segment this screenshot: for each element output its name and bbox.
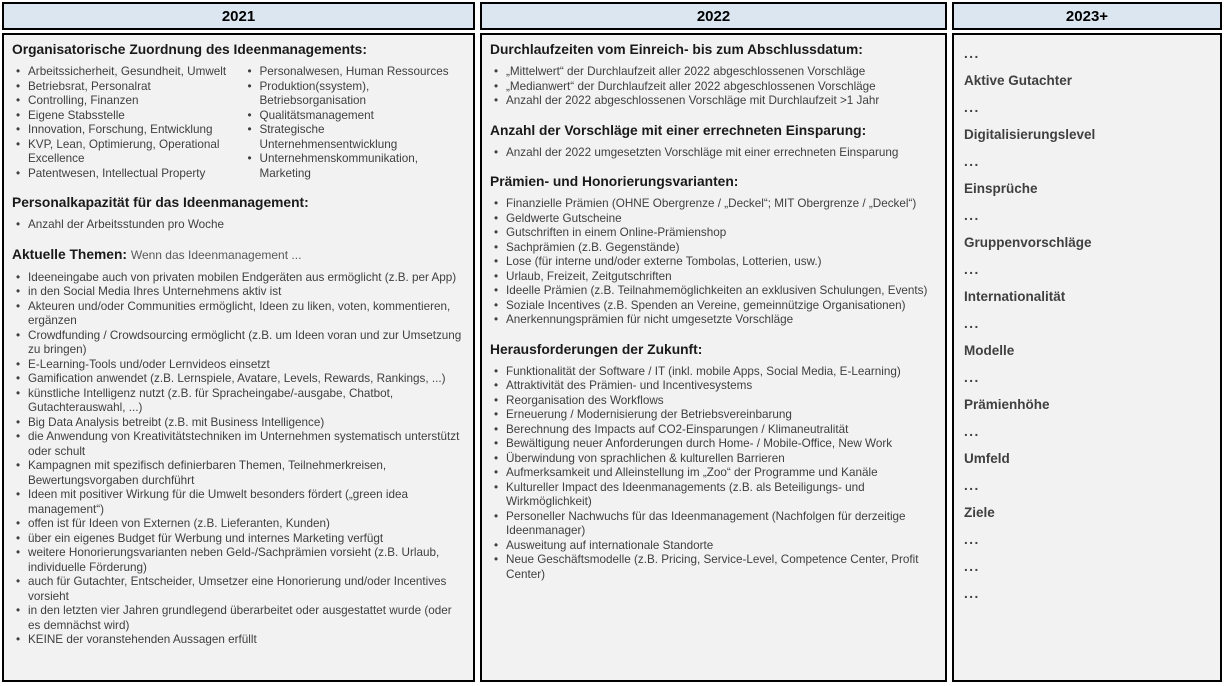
bullet-item: • KVP, Lean, Optimierung, Operational Excellence bbox=[15, 138, 234, 167]
bullet-item: • über ein eigenes Budget für Werbung und internes Marketing verfügt bbox=[15, 532, 465, 547]
keyword-item: ... bbox=[964, 262, 980, 277]
keyword-item: Digitalisierungslevel bbox=[964, 127, 1096, 142]
bullet-item: • „Medianwert“ der Durchlaufzeit aller 2022 abgeschlossenen Vorschläge bbox=[493, 80, 937, 95]
bullet-item: • Erneuerung / Modernisierung der Betriebsvereinbarung bbox=[493, 408, 937, 423]
bullet-item: • Anzahl der 2022 umgesetzten Vorschläge mit einer errechneten Einsparung bbox=[493, 146, 937, 161]
bullet-item: • Betriebsrat, Personalrat bbox=[15, 80, 234, 95]
bullet-list-aktuelle-themen bbox=[12, 271, 465, 648]
bullet-item: • Gutschriften in einem Online-Prämienshop bbox=[493, 226, 937, 241]
keyword-item: ... bbox=[964, 478, 980, 493]
bullet-item: • „Mittelwert“ der Durchlaufzeit aller 2022 abgeschlossenen Vorschläge bbox=[493, 65, 937, 80]
bullet-item: • Reorganisation des Workflows bbox=[493, 394, 937, 409]
bullet-item: • Urlaub, Freizeit, Zeitgutschriften bbox=[493, 270, 937, 285]
bullet-item: • Lose (für interne und/oder externe Tombolas, Lotterien, usw.) bbox=[493, 255, 937, 270]
section-title-aktuelle-themen bbox=[12, 246, 465, 264]
bullet-item: • in den letzten vier Jahren grundlegend überarbeitet oder ausgestattet wurde (oder es demnächst wird) bbox=[15, 604, 465, 633]
section-title-herausforderungen: Herausforderungen der Zukunft: bbox=[490, 341, 703, 357]
bullet-list-zuordnung-left bbox=[12, 65, 234, 181]
two-column-bullet-block bbox=[12, 65, 465, 181]
bullet-list-praemien-varianten bbox=[490, 197, 937, 328]
bullet-item: • die Anwendung von Kreativitätstechniken im Unternehmen systematisch unterstützt oder schult bbox=[15, 430, 465, 459]
bullet-item: • Personeller Nachwuchs für das Ideenmanagement (Nachfolgen für derzeitige Ideenmanager) bbox=[493, 510, 937, 539]
bullet-item: • Personalwesen, Human Ressources bbox=[247, 65, 466, 80]
keyword-item: ... bbox=[964, 559, 980, 574]
keyword-list bbox=[962, 38, 1212, 611]
table-header-row bbox=[2, 2, 1223, 30]
bullet-item: • Produktion(ssystem), Betriebsorganisation bbox=[247, 80, 466, 109]
bullet-item: • Crowdfunding / Crowdsourcing ermöglicht (z.B. um Ideen voran und zur Umsetzung zu bringen) bbox=[15, 329, 465, 358]
keyword-item: Internationalität bbox=[964, 289, 1066, 304]
keyword-item: ... bbox=[964, 316, 980, 331]
column-header-2023: 2023+ bbox=[952, 2, 1222, 30]
bullet-item: • Anzahl der 2022 abgeschlossenen Vorschläge mit Durchlaufzeit >1 Jahr bbox=[493, 94, 937, 109]
bullet-item: • Funktionalität der Software / IT (inkl. mobile Apps, Social Media, E-Learning) bbox=[493, 365, 937, 380]
keyword-item: ... bbox=[964, 208, 980, 223]
bullet-item: • Anzahl der Arbeitsstunden pro Woche bbox=[15, 218, 465, 233]
keyword-item: Einsprüche bbox=[964, 181, 1038, 196]
bullet-list-anzahl-vorschlaege bbox=[490, 146, 937, 161]
section-title-organisatorische-zuordnung: Organisatorische Zuordnung des Ideenmanagements: bbox=[12, 42, 367, 57]
column-2023 bbox=[952, 33, 1222, 682]
bullet-item: • Gamification anwendet (z.B. Lernspiele, Avatare, Levels, Rewards, Rankings, ...) bbox=[15, 372, 465, 387]
bullet-item: • Akteuren und/oder Communities ermöglicht, Ideen zu liken, voten, kommentieren, ergänzen bbox=[15, 300, 465, 329]
keyword-item: ... bbox=[964, 100, 980, 115]
bullet-item: • Big Data Analysis betreibt (z.B. mit Business Intelligence) bbox=[15, 416, 465, 431]
bullet-item: • Kultureller Impact des Ideenmanagements (z.B. als Beteiligungs- und Wirkmöglichkeit) bbox=[493, 481, 937, 510]
bullet-item: • Ideen mit positiver Wirkung für die Umwelt besonders fördert („green idea management“) bbox=[15, 488, 465, 517]
bullet-list-zuordnung-right bbox=[244, 65, 466, 181]
bullet-item: • weitere Honorierungsvarianten neben Geld-/Sachprämien vorsieht (z.B. Urlaub, individuelle Förderung) bbox=[15, 546, 465, 575]
column-header-2022: 2022 bbox=[480, 2, 947, 30]
bullet-item: • Controlling, Finanzen bbox=[15, 94, 234, 109]
bullet-item: • Geldwerte Gutscheine bbox=[493, 212, 937, 227]
bullet-list-herausforderungen bbox=[490, 365, 937, 583]
bullet-item: • in den Social Media Ihres Unternehmens aktiv ist bbox=[15, 285, 465, 300]
bullet-item: • Unternehmenskommunikation, Marketing bbox=[247, 152, 466, 181]
keyword-item: ... bbox=[964, 46, 980, 61]
table-body-row bbox=[2, 33, 1223, 682]
keyword-item: ... bbox=[964, 154, 980, 169]
bullet-item: • Bewältigung neuer Anforderungen durch Home- / Mobile-Office, New Work bbox=[493, 437, 937, 452]
column-header-2021: 2021 bbox=[2, 2, 475, 30]
bullet-item: • Kampagnen mit spezifisch definierbaren Themen, Teilnehmerkreisen, Bewertungsvorgaben durchführt bbox=[15, 459, 465, 488]
section-title-durchlaufzeiten: Durchlaufzeiten vom Einreich- bis zum Abschlussdatum: bbox=[490, 42, 863, 57]
section-title-suffix: Wenn das Ideenmanagement ... bbox=[130, 247, 302, 262]
section-title-anzahl-vorschlaege: Anzahl der Vorschläge mit einer errechneten Einsparung: bbox=[490, 122, 867, 138]
section-title-personalkapazitaet: Personalkapazität für das Ideenmanagement: bbox=[12, 195, 309, 210]
keyword-item: Umfeld bbox=[964, 451, 1010, 466]
bullet-item: • Berechnung des Impacts auf CO2-Einsparungen / Klimaneutralität bbox=[493, 423, 937, 438]
keyword-item: ... bbox=[964, 586, 980, 601]
bullet-item: • Sachprämien (z.B. Gegenstände) bbox=[493, 241, 937, 256]
section-title-text: Aktuelle Themen: bbox=[12, 246, 127, 262]
bullet-item: • Soziale Incentives (z.B. Spenden an Vereine, gemeinnützige Organisationen) bbox=[493, 299, 937, 314]
bullet-item: • künstliche Intelligenz nutzt (z.B. für Spracheingabe/-ausgabe, Chatbot, Gutachterauswahl, ...) bbox=[15, 387, 465, 416]
bullet-item: • Attraktivität des Prämien- und Incentivesystems bbox=[493, 379, 937, 394]
bullet-item: • KEINE der voranstehenden Aussagen erfüllt bbox=[15, 633, 465, 648]
bullet-item: • Qualitätsmanagement bbox=[247, 109, 466, 124]
keyword-item: Gruppenvorschläge bbox=[964, 235, 1092, 250]
bullet-item: • auch für Gutachter, Entscheider, Umsetzer eine Honorierung und/oder Incentives vorsieht bbox=[15, 575, 465, 604]
bullet-list-durchlaufzeiten bbox=[490, 65, 937, 109]
section-title-praemien-varianten: Prämien- und Honorierungsvarianten: bbox=[490, 174, 739, 189]
bullet-item: • Strategische Unternehmensentwicklung bbox=[247, 123, 466, 152]
bullet-item: • Überwindung von sprachlichen & kulturellen Barrieren bbox=[493, 452, 937, 467]
keyword-item: ... bbox=[964, 370, 980, 385]
bullet-item: • Innovation, Forschung, Entwicklung bbox=[15, 123, 234, 138]
bullet-item: • Anerkennungsprämien für nicht umgesetzte Vorschläge bbox=[493, 313, 937, 328]
bullet-item: • Finanzielle Prämien (OHNE Obergrenze / „Deckel“; MIT Obergrenze / „Deckel“) bbox=[493, 197, 937, 212]
bullet-item: • Eigene Stabsstelle bbox=[15, 109, 234, 124]
bullet-item: • Neue Geschäftsmodelle (z.B. Pricing, Service-Level, Competence Center, Profit Center) bbox=[493, 553, 937, 582]
bullet-list-personalkapazitaet bbox=[12, 218, 465, 233]
column-2022 bbox=[480, 33, 947, 682]
keyword-item: ... bbox=[964, 424, 980, 439]
keyword-item: Modelle bbox=[964, 343, 1015, 358]
keyword-item: ... bbox=[964, 532, 980, 547]
bullet-item: • offen ist für Ideen von Externen (z.B. Lieferanten, Kunden) bbox=[15, 517, 465, 532]
column-2021 bbox=[2, 33, 475, 682]
keyword-item: Aktive Gutachter bbox=[964, 73, 1073, 88]
bullet-item: • Aufmerksamkeit und Alleinstellung im „Zoo“ der Programme und Kanäle bbox=[493, 466, 937, 481]
bullet-item: • Ausweitung auf internationale Standorte bbox=[493, 539, 937, 554]
keyword-item: Prämienhöhe bbox=[964, 397, 1050, 412]
bullet-item: • E-Learning-Tools und/oder Lernvideos einsetzt bbox=[15, 358, 465, 373]
keyword-item: Ziele bbox=[964, 505, 995, 520]
bullet-item: • Arbeitssicherheit, Gesundheit, Umwelt bbox=[15, 65, 234, 80]
bullet-item: • Ideelle Prämien (z.B. Teilnahmemöglichkeiten an exklusiven Schulungen, Events) bbox=[493, 284, 937, 299]
bullet-item: • Patentwesen, Intellectual Property bbox=[15, 167, 234, 182]
bullet-item: • Ideeneingabe auch von privaten mobilen Endgeräten aus ermöglicht (z.B. per App) bbox=[15, 271, 465, 286]
